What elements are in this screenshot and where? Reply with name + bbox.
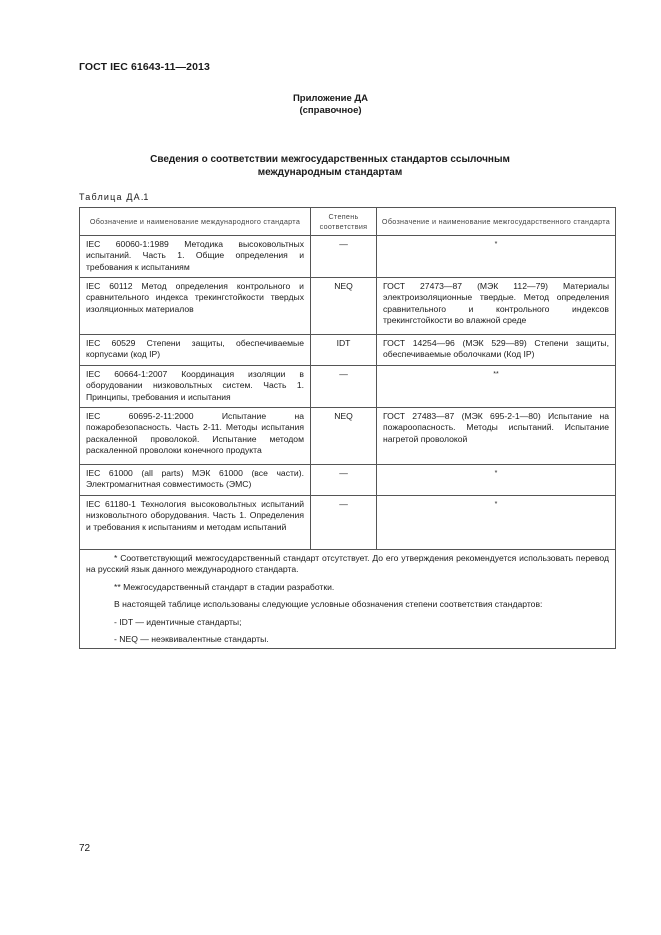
table-row	[80, 366, 616, 408]
cell-interstate-standard: *	[377, 465, 616, 496]
cell-international-standard: IEC 61000 (all parts) МЭК 61000 (все части). Электромагнитная совместимость (ЭМС)	[80, 465, 311, 496]
appendix-subtitle: (справочное)	[299, 105, 362, 116]
table-row	[80, 465, 616, 496]
table-row	[80, 335, 616, 366]
cell-interstate-standard: ГОСТ 27483—87 (МЭК 695-2-1—80) Испытание на пожароопасность. Методы испытаний. Испытание нагретой проволокой	[377, 408, 616, 465]
header-degree-of-conformity: Степень соответствия	[311, 208, 377, 236]
appendix-title: Приложение ДА	[292, 93, 369, 104]
page-number: 72	[79, 843, 91, 854]
note-idt: - IDT — идентичные стандарты;	[114, 616, 242, 627]
cell-international-standard: IEC 60112 Метод определения контрольного и сравнительного индекса трекингстойкости твердых изоляционных материалов	[80, 278, 311, 335]
note-neq: - NEQ — неэквивалентные стандарты.	[114, 634, 269, 645]
section-heading-line1: Сведения о соответствии межгосударственных стандартов ссылочным	[150, 154, 510, 165]
cell-degree: —	[311, 366, 377, 408]
note-absent-standard: * Соответствующий межгосударственный стандарт отсутствует. До его утверждения рекомендуется использовать перевод на русский язык данного международного стандарта.	[86, 553, 609, 575]
cell-degree: NEQ	[311, 408, 377, 465]
document-id: ГОСТ IEC 61643-11—2013	[79, 61, 210, 73]
header-interstate-standard: Обозначение и наименование межгосударственного стандарта	[377, 208, 616, 236]
cell-degree: IDT	[311, 335, 377, 366]
table-row	[80, 278, 616, 335]
section-heading-line2: международным стандартам	[257, 167, 403, 178]
note-legend-intro: В настоящей таблице использованы следующие условные обозначения степени соответствия стандартов:	[114, 599, 543, 610]
cell-interstate-standard: ГОСТ 14254—96 (МЭК 529—89) Степени защиты, обеспечиваемые оболочками (Код IP)	[377, 335, 616, 366]
table-row	[80, 408, 616, 465]
table-row	[80, 236, 616, 278]
table-label-prefix: Таблица ДА	[79, 192, 141, 202]
table-label-number: .1	[140, 192, 149, 202]
note-in-development: ** Межгосударственный стандарт в стадии разработки.	[114, 581, 335, 592]
table-row	[80, 496, 616, 550]
section-heading	[120, 153, 540, 179]
cell-international-standard: IEC 61180-1 Технология высоковольтных испытаний низковольтного оборудования. Часть 1. Определения и требования к испытаниям и методам испытаний	[80, 496, 311, 550]
cell-international-standard: IEC 60060-1:1989 Методика высоковольтных испытаний. Часть 1. Общие определения и требования к испытаниям	[80, 236, 311, 278]
cell-international-standard: IEC 60695-2-11:2000 Испытание на пожаробезопасность. Часть 2-11. Методы испытания раскаленной проволокой. Испытание методом раскаленной проволоки конечного продукта	[80, 408, 311, 465]
cell-degree: —	[311, 496, 377, 550]
appendix-block	[0, 93, 661, 117]
table-header-row	[80, 208, 616, 236]
cell-interstate-standard: **	[377, 366, 616, 408]
header-international-standard: Обозначение и наименование международного стандарта	[80, 208, 311, 236]
cell-degree: NEQ	[311, 278, 377, 335]
cell-international-standard: IEC 60664-1:2007 Координация изоляции в оборудовании низковольтных систем. Часть 1. Принципы, требования и испытания	[80, 366, 311, 408]
cell-international-standard: IEC 60529 Степени защиты, обеспечиваемые корпусами (код IP)	[80, 335, 311, 366]
table-notes	[80, 550, 616, 649]
table-notes-row	[80, 550, 616, 649]
cell-interstate-standard: *	[377, 496, 616, 550]
cell-degree: —	[311, 236, 377, 278]
cell-degree: —	[311, 465, 377, 496]
cell-interstate-standard: *	[377, 236, 616, 278]
correspondence-table	[79, 207, 616, 649]
table-label	[79, 192, 148, 202]
cell-interstate-standard: ГОСТ 27473—87 (МЭК 112—79) Материалы электроизоляционные твердые. Метод определения сравнительного и контрольного индексов трекингстойкости во влажной среде	[377, 278, 616, 335]
